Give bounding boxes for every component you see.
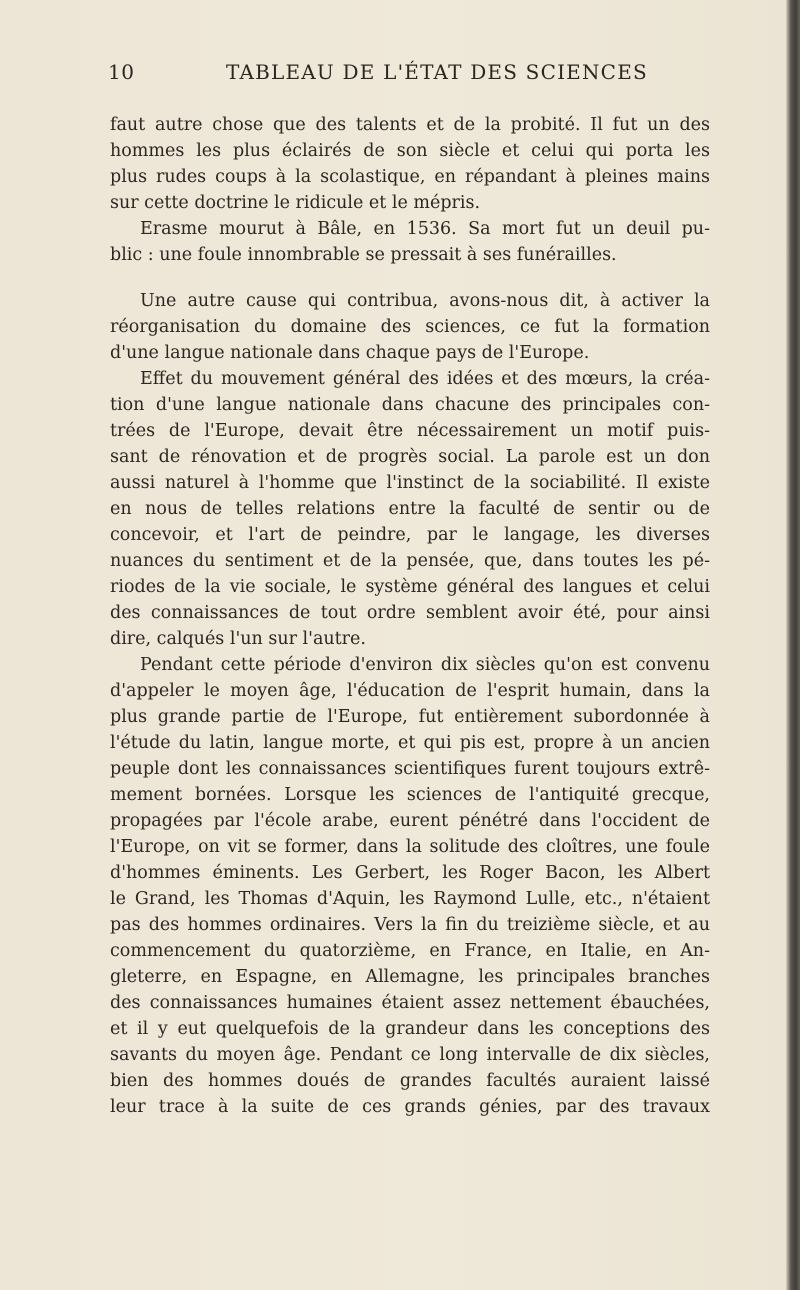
text-line: bien des hommes doués de grandes facultés auraient laissé: [110, 1071, 710, 1091]
text-line: plus grande partie de l'Europe, fut entièrement subordonnée à: [110, 707, 710, 727]
running-head: TABLEAU DE L'ÉTAT DES SCIENCES: [226, 60, 648, 84]
text-line: aussi naturel à l'homme que l'instinct de la sociabilité. Il existe: [110, 473, 710, 493]
text-line: leur trace à la suite de ces grands génies, par des travaux: [110, 1097, 710, 1117]
text-line: Erasme mourut à Bâle, en 1536. Sa mort fut un deuil pu-: [140, 219, 710, 239]
paragraph: [110, 366, 710, 652]
text-line: en nous de telles relations entre la faculté de sentir ou de: [110, 499, 710, 519]
book-edge-shadow: [786, 0, 800, 1290]
text-line: tion d'une langue nationale dans chacune des principales con-: [110, 395, 710, 415]
text-line: d'hommes éminents. Les Gerbert, les Roger Bacon, les Albert: [110, 863, 710, 883]
text-line: et il y eut quelquefois de la grandeur dans les conceptions des: [110, 1019, 710, 1039]
text-line: Pendant cette période d'environ dix siècles qu'on est convenu: [140, 655, 710, 675]
text-line: plus rudes coups à la scolastique, en répandant à pleines mains: [110, 167, 710, 187]
text-line: blic : une foule innombrable se pressait à ses funérailles.: [110, 245, 617, 265]
text-line: l'Europe, on vit se former, dans la solitude des cloîtres, une foule: [110, 837, 710, 857]
paragraph: [110, 112, 710, 216]
text-line: le Grand, les Thomas d'Aquin, les Raymond Lulle, etc., n'étaient: [110, 889, 710, 909]
text-line: commencement du quatorzième, en France, en Italie, en An-: [110, 941, 710, 961]
text-line: gleterre, en Espagne, en Allemagne, les principales branches: [110, 967, 710, 987]
text-line: sant de rénovation et de progrès social. La parole est un don: [110, 447, 710, 467]
text-line: pas des hommes ordinaires. Vers la fin du treizième siècle, et au: [110, 915, 710, 935]
page-number: 10: [108, 60, 135, 84]
text-line: l'étude du latin, langue morte, et qui pis est, propre à un ancien: [110, 733, 710, 753]
text-line: concevoir, et l'art de peindre, par le langage, les diverses: [110, 525, 710, 545]
text-line: savants du moyen âge. Pendant ce long intervalle de dix siècles,: [110, 1045, 710, 1065]
text-line: riodes de la vie sociale, le système général des langues et celui: [110, 577, 710, 597]
text-line: sur cette doctrine le ridicule et le mépris.: [110, 193, 481, 213]
paragraph: [110, 216, 710, 268]
text-line: faut autre chose que des talents et de la probité. Il fut un des: [110, 115, 710, 135]
text-line: peuple dont les connaissances scientifiques furent toujours extrê-: [110, 759, 710, 779]
text-line: Effet du mouvement général des idées et des mœurs, la créa-: [140, 369, 710, 389]
text-line: d'une langue nationale dans chaque pays de l'Europe.: [110, 343, 590, 363]
paragraph: [110, 288, 710, 366]
body-text: [110, 112, 710, 1120]
text-line: Une autre cause qui contribua, avons-nous dit, à activer la: [140, 291, 710, 311]
text-line: hommes les plus éclairés de son siècle et celui qui porta les: [110, 141, 710, 161]
text-line: dire, calqués l'un sur l'autre.: [110, 629, 366, 649]
text-line: des connaissances de tout ordre semblent avoir été, pour ainsi: [110, 603, 710, 623]
text-line: des connaissances humaines étaient assez nettement ébauchées,: [110, 993, 710, 1013]
text-line: propagées par l'école arabe, eurent pénétré dans l'occident de: [110, 811, 710, 831]
paragraph-gap: [110, 268, 710, 288]
text-line: d'appeler le moyen âge, l'éducation de l'esprit humain, dans la: [110, 681, 710, 701]
text-line: mement bornées. Lorsque les sciences de l'antiquité grecque,: [110, 785, 710, 805]
paragraph: [110, 652, 710, 1120]
page-header: [108, 60, 708, 100]
text-line: réorganisation du domaine des sciences, ce fut la formation: [110, 317, 710, 337]
text-line: trées de l'Europe, devait être nécessairement un motif puis-: [110, 421, 710, 441]
text-line: nuances du sentiment et de la pensée, que, dans toutes les pé-: [110, 551, 710, 571]
